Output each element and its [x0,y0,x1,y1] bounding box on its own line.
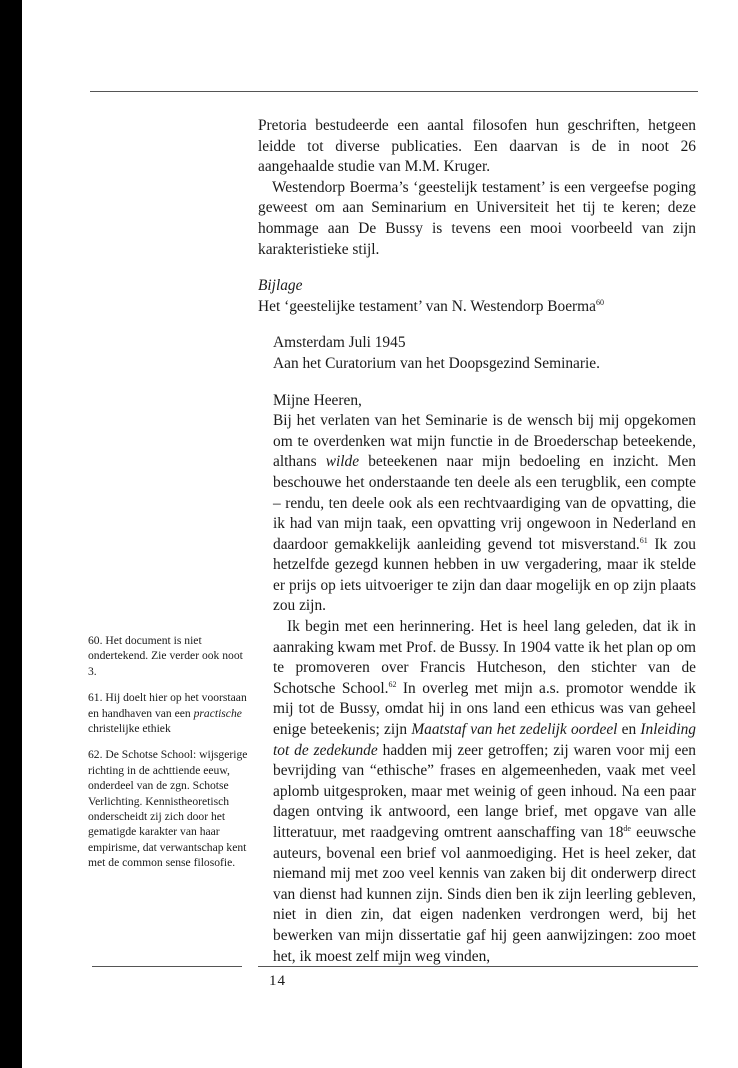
footnote-ref-61: 61 [639,535,648,545]
appendix-heading: Bijlage [258,277,303,295]
paragraph-1: Pretoria bestudeerde een aantal filosofen hun geschriften, hetgeen leidde tot diverse publicaties. Een daarvan is de in noot 26 aangehaalde studie van M.M. Kruger. [258,117,696,176]
footnote-ref-62: 62 [388,679,397,689]
footnote-62: 62. De Schotse School: wijsgerige richting in de achttiende eeuw, onderdeel van de zgn. Schotse Verlichting. Kennistheoretisch onderscheidt zij zich door het gematigde karakter van haar empirisme, dat verwantschap kent met de common sense filosofie. [88,748,248,870]
letter-addressee: Aan het Curatorium van het Doopsgezind Seminarie. [273,354,600,372]
page-number: 14 [269,973,286,989]
letter-paragraph-1: Bij het verlaten van het Seminarie is de wensch bij mij opgekomen om te overdenken wat mijn functie in de Broederschap beteekende, althans wilde beteekenen naar mijn bedoeling en inzicht. Men beschouwe het onderstaande ten deele als een terugblik, een compte – rendu, ten deele ook als een rechtvaardiging van de opvatting, die ik had van mijn taak, een opvatting vrij ongewoon in Nederland en daardoor gemakkelijk aanleiding gevend tot misverstand.$^{61}$ Ik zou hetzelfde gezegd kunnen hebben in uw vergadering, maar ik stelde er prijs op iets uitvoeriger te zijn dan daar mogelijk en op zijn plaats zou zijn. [273,412,696,615]
footnote-bottom-rule [92,966,242,967]
appendix-title: Het ‘geestelijke testament’ van N. Westendorp Boerma$^{60}$ [258,297,604,315]
top-rule [90,91,698,92]
letter-paragraph-2: Ik begin met een herinnering. Het is heel lang geleden, dat ik in aanraking kwam met Prof. de Bussy. In 1904 vatte ik het plan op om te promoveren over Francis Hutcheson, den stichter van de Schotsche School.$^{62}$ In overleg met mijn a.s. promotor wendde ik mij tot de Bussy, omdat hij in ons land een ethicus was van geheel enige beteekenis; zijn Maatstaf van het zedelijk oordeel en Inleiding tot de zedekunde hadden mij zeer getroffen; zij waren voor mij een bevrijding van “ethische” frases en algemeenheden, vaak met veel aplomb uitgesproken, maar met weinig of geen inhoud. Na een paar dagen ontving ik antwoord, een lange brief, met opgave van alle litteratuur, met raadgeving omtrent aanschaffing van 18de eeuwsche auteurs, bovenal een brief vol aanmoediging. Het is heel zeker, dat niemand mij met zoo veel kennis van zaken bij dit onderwerp direct van dienst had kunnen zijn. Sinds dien ben ik zijn leerling gebleven, niet in dien zin, dat eigen nadenken verdrongen werd, bij het bewerken van mijn dissertatie gaf hij geen aanwijzingen: zoo moet het, ik moest zelf mijn weg vinden, [273,618,696,965]
paragraph-2: Westendorp Boerma’s ‘geestelijk testament’ is een vergeefse poging geweest om aan Seminarium en Universiteit het tij te keren; deze hommage aan De Bussy is tevens een mooi voorbeeld van zijn karakteristieke stijl. [258,178,696,258]
footnote-61: 61. Hij doelt hier op het voorstaan en handhaven van een practische christelijke ethiek [88,691,247,736]
scan-edge-bar [0,0,22,1068]
main-text-column [258,116,696,967]
letter [273,333,696,967]
letter-salutation: Mijne Heeren, [273,391,362,409]
letter-place-date: Amsterdam Juli 1945 [273,334,406,352]
footnote-ref-60: 60 [595,297,604,307]
footnote-60: 60. Het document is niet ondertekend. Zie verder ook noot 3. [88,634,243,678]
main-bottom-rule [258,966,698,967]
side-footnotes [88,633,250,882]
